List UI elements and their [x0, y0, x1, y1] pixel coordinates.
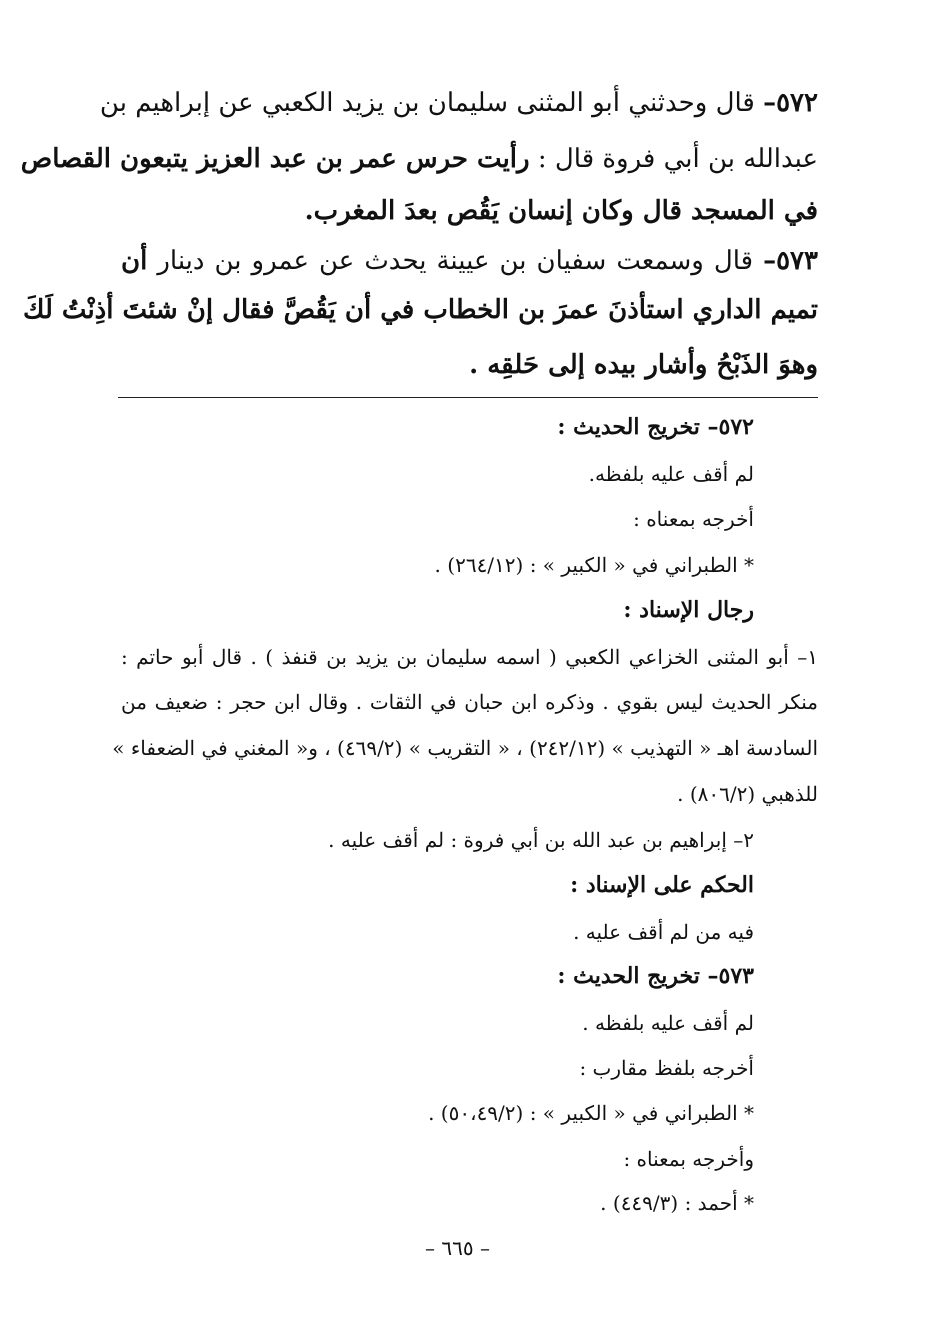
hukm-text: فيه من لم أقف عليه . [573, 920, 754, 944]
hadith-572-line-3: في المسجد قال وكان إنسان يَقُص بعدَ المغرب. [304, 196, 818, 226]
rijal-heading: رجال الإسناد : [623, 597, 754, 623]
hadith-number: ٥٧٣– [763, 246, 818, 276]
hadith-573-line-3: وهوَ الذَبْحُ وأشار بيده إلى حَلقِه . [469, 350, 818, 380]
page-number: – ٦٦٥ – [425, 1236, 490, 1260]
footnote-line: * أحمد : (٤٤٩/٣) . [600, 1191, 754, 1215]
footnote-line: لم أقف عليه بلفظه. [588, 462, 754, 486]
takhrij-573-heading: ٥٧٣– تخريج الحديث : [557, 963, 754, 989]
footnote-line: وأخرجه بمعناه : [623, 1147, 754, 1171]
narrator-1-line-3: السادسة اهـ « التهذيب » (٢٤٢/١٢) ، « التقريب » (٤٦٩/٢) ، و« المغني في الضعفاء » [112, 736, 818, 760]
footnote-line: أخرجه بمعناه : [633, 507, 754, 531]
takhrij-572-heading: ٥٧٢– تخريج الحديث : [557, 414, 754, 440]
footnote-line: * الطبراني في « الكبير » : (٢٦٤/١٢) . [434, 553, 754, 577]
footnote-line: أخرجه بلفظ مقارب : [579, 1056, 754, 1080]
footnote-separator [118, 397, 818, 398]
footnote-line: * الطبراني في « الكبير » : (٥٠،٤٩/٢) . [428, 1101, 754, 1125]
hadith-number: ٥٧٢– [763, 88, 818, 118]
hadith-572-line-1: ٥٧٢– قال وحدثني أبو المثنى سليمان بن يزيد الكعبي عن إبراهيم بن [99, 88, 818, 118]
footnote-line: لم أقف عليه بلفظه . [582, 1011, 754, 1035]
narrator-1-line-2: منكر الحديث ليس بقوي . وذكره ابن حبان في الثقات . وقال ابن حجر : ضعيف من [121, 690, 818, 714]
narrator-1-line-1: ١– أبو المثنى الخزاعي الكعبي ( اسمه سليمان بن يزيد بن قنفذ ) . قال أبو حاتم : [121, 645, 818, 669]
hadith-572-line-2: عبدالله بن أبي فروة قال : رأيت حرس عمر بن عبد العزيز يتبعون القصاص [20, 144, 818, 174]
hadith-573-line-2: تميم الداري استأذنَ عمرَ بن الخطاب في أن يَقُصَّ فقال إنْ شئتَ أذِنْتُ لَكَ [23, 295, 818, 325]
narrator-2: ٢– إبراهيم بن عبد الله بن أبي فروة : لم أقف عليه . [328, 828, 754, 852]
hadith-573-line-1: ٥٧٣– قال وسمعت سفيان بن عيينة يحدث عن عمرو بن دينار أن [121, 246, 818, 276]
narrator-1-line-4: للذهبي (٨٠٦/٢) . [677, 782, 818, 806]
hukm-heading: الحكم على الإسناد : [570, 872, 754, 898]
